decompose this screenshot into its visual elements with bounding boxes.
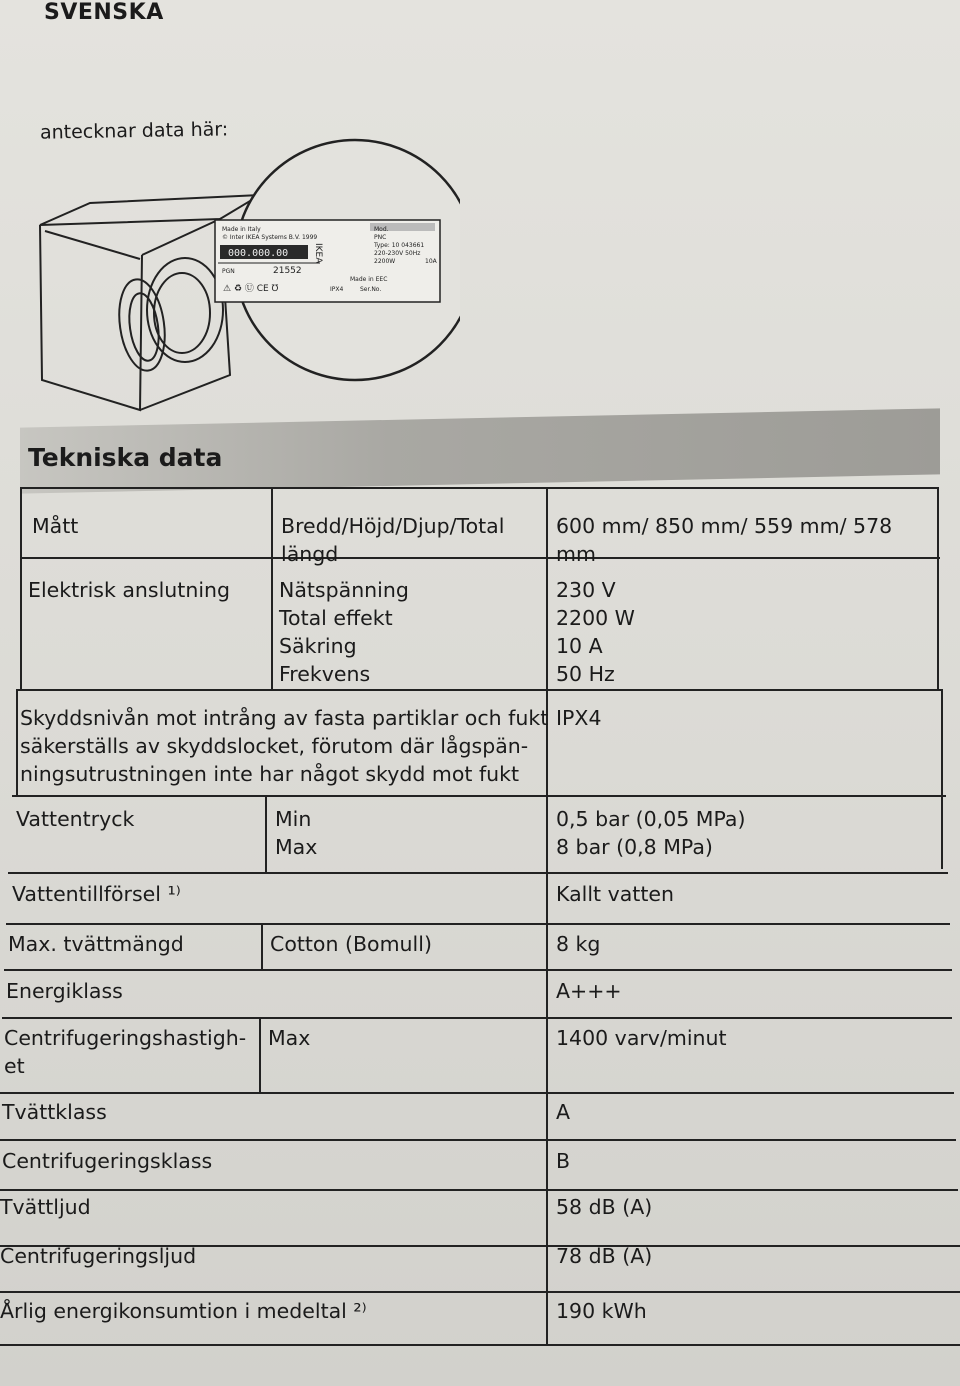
row-value: B	[556, 1149, 571, 1173]
row-value: 8 kg	[556, 932, 601, 956]
certification-marks: ⚠ ♻ Ⓤ CE ℧	[223, 284, 279, 294]
row-parameter: Max	[268, 1026, 311, 1050]
row-label: Årlig energikonsumtion i medeltal ²⁾	[0, 1299, 367, 1323]
type-text: Type: 10 043661	[374, 242, 425, 249]
note-text: antecknar data här:	[39, 118, 229, 144]
row-parameter: Cotton (Bomull)	[270, 932, 432, 956]
row-label: Mått	[32, 514, 79, 538]
serial-placeholder: 000.000.00	[228, 248, 289, 259]
fuse-text: 10A	[425, 258, 437, 265]
row-value: A+++	[556, 979, 622, 1003]
row-label: Vattentryck	[16, 807, 135, 831]
row-label: Tvättljud	[0, 1195, 91, 1219]
row-value: 78 dB (A)	[556, 1244, 653, 1268]
article-code: 21552	[273, 266, 302, 276]
row-value: 600 mm/ 850 mm/ 559 mm/ 578 mm	[556, 514, 893, 566]
mod-text: Mod.	[374, 226, 389, 233]
washing-machine-illustration	[30, 135, 460, 420]
row-label: Elektrisk anslutning	[28, 578, 231, 602]
row-label: Energiklass	[6, 979, 123, 1003]
row-value: IPX4	[556, 706, 602, 730]
copyright-text: © Inter IKEA Systems B.V. 1999	[222, 234, 318, 241]
row-label: Skyddsnivån mot intrång av fasta partiklar och fukt säkerställs av skyddslocket, förutom där lågspän- ningsutrustningen inte har något skydd mot fukt	[20, 706, 549, 786]
section-title: Tekniska data	[28, 443, 223, 472]
row-value: 0,5 bar (0,05 MPa) 8 bar (0,8 MPa)	[556, 807, 746, 859]
made-in-text: Made in Italy	[222, 226, 261, 233]
made-in-eec-text: Made in EEC	[350, 276, 388, 283]
row-label: Centrifugeringsklass	[2, 1149, 213, 1173]
row-value: A	[556, 1100, 571, 1124]
row-parameter: Bredd/Höjd/Djup/Total längd	[281, 514, 505, 566]
row-value: 230 V 2200 W 10 A 50 Hz	[556, 578, 635, 686]
ser-no-text: Ser.No.	[360, 286, 382, 293]
row-value: 190 kWh	[556, 1299, 647, 1323]
pnc-text: PNC	[374, 234, 387, 241]
row-value: 58 dB (A)	[556, 1195, 653, 1219]
row-label: Vattentillförsel ¹⁾	[12, 882, 181, 906]
row-parameter: Min Max	[275, 807, 318, 859]
language-heading: SVENSKA	[44, 0, 164, 25]
rating-label	[215, 220, 440, 302]
power-text: 2200W	[374, 258, 396, 265]
voltage-text: 220-230V 50Hz	[374, 250, 421, 257]
brand-text: IKEA	[313, 243, 323, 264]
row-label: Centrifugeringsljud	[0, 1244, 197, 1268]
row-value: 1400 varv/minut	[556, 1026, 727, 1050]
row-label: Centrifugeringshastigh- et	[4, 1026, 247, 1078]
row-value: Kallt vatten	[556, 882, 674, 906]
pgn-label: PGN	[222, 268, 235, 275]
row-label: Tvättklass	[2, 1100, 107, 1124]
row-parameter: Nätspänning Total effekt Säkring Frekvens	[279, 578, 409, 686]
ipx-text: IPX4	[330, 286, 344, 293]
row-label: Max. tvättmängd	[8, 932, 184, 956]
